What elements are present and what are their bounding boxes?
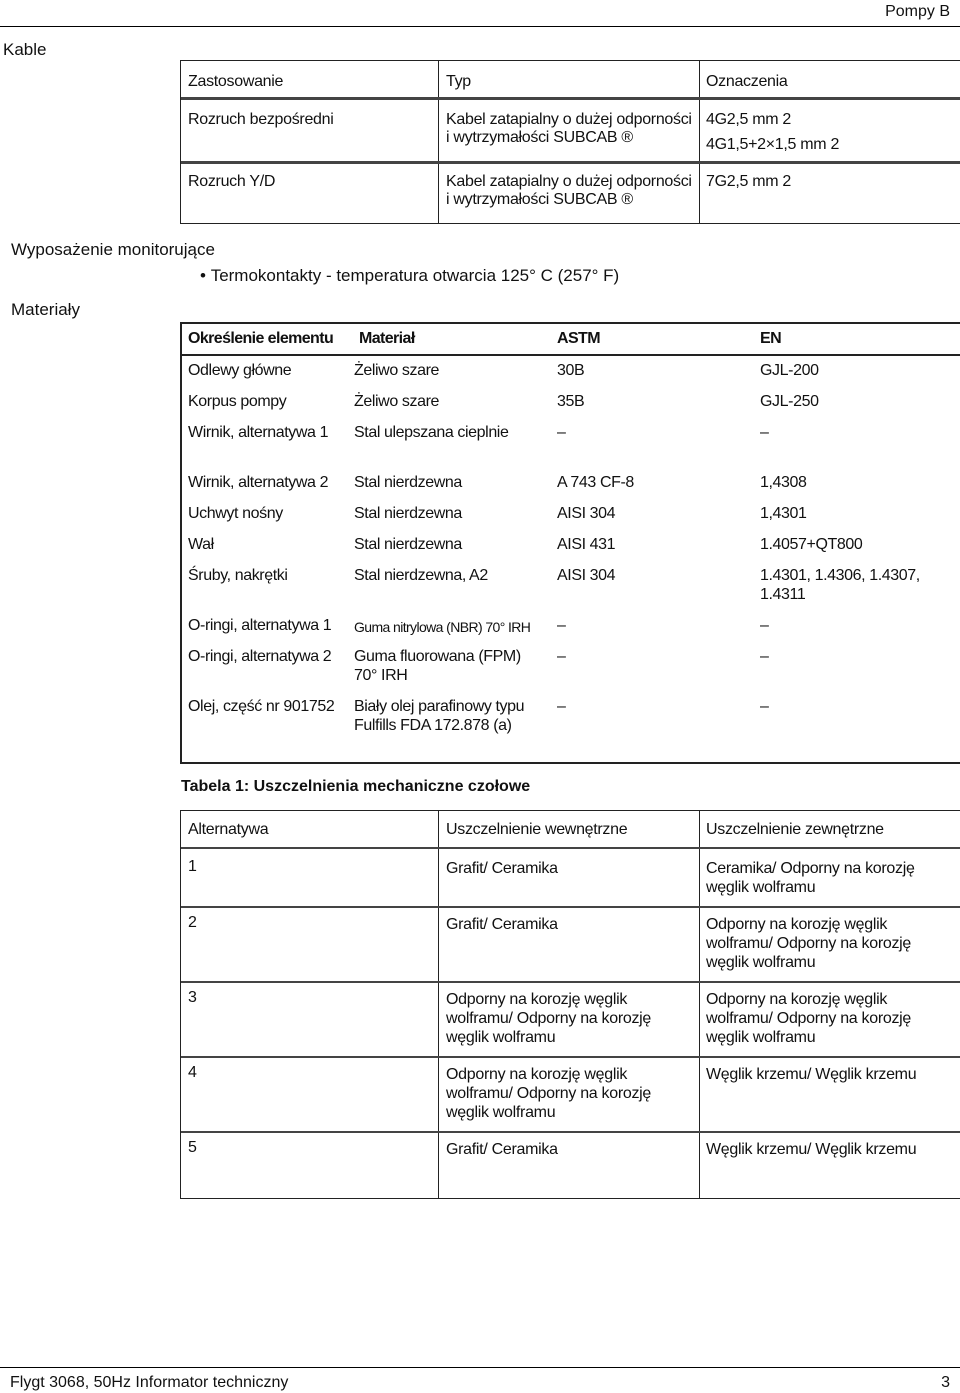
- section-title-monitoring: Wyposażenie monitorujące: [11, 240, 215, 259]
- table-cell: –: [760, 617, 769, 634]
- table-cell: A 743 CF-8: [557, 474, 634, 491]
- col-header: Oznaczenia: [706, 73, 788, 90]
- table-cell: Wał: [188, 536, 214, 553]
- table-cell: węglik wolframu: [706, 1029, 816, 1046]
- table-cell: Odlewy główne: [188, 362, 292, 379]
- table-cell: 30B: [557, 362, 585, 379]
- table-cell: –: [760, 698, 769, 715]
- section-title-materials: Materiały: [11, 300, 80, 319]
- table-cell: Guma fluorowana (FPM): [354, 648, 521, 665]
- table-cell: Węglik krzemu/ Węglik krzemu: [706, 1066, 917, 1083]
- header-divider: [182, 354, 960, 356]
- header-rule: [0, 26, 960, 27]
- table-cell: wolframu/ Odporny na korozję: [706, 935, 912, 952]
- col-header: EN: [760, 330, 782, 347]
- table-cell: Ceramika/ Odporny na korozję: [706, 860, 915, 877]
- row-divider: [181, 981, 960, 983]
- row-divider: [181, 161, 960, 164]
- materials-table: [180, 322, 960, 764]
- table-cell: Grafit/ Ceramika: [446, 916, 558, 933]
- col-divider: [699, 61, 700, 223]
- col-header: Typ: [446, 73, 471, 90]
- col-divider: [438, 811, 439, 1198]
- bullet-text: Termokontakty - temperatura otwarcia 125° C (257° F): [210, 266, 620, 285]
- table-cell: Stal nierdzewna: [354, 536, 462, 553]
- table-cell: 2: [188, 914, 197, 931]
- col-divider: [699, 811, 700, 1198]
- table-cell: GJL-250: [760, 393, 819, 410]
- table-cell: 4G1,5+2×1,5 mm 2: [706, 136, 840, 153]
- bullet-item: [200, 266, 619, 286]
- table-cell: 3: [188, 989, 197, 1006]
- table-cell: 5: [188, 1139, 197, 1156]
- table-cell: Olej, część nr 901752: [188, 698, 335, 715]
- table-cell: 35B: [557, 393, 585, 410]
- table-cell: i wytrzymałości SUBCAB ®: [446, 191, 633, 208]
- table-cell: Stal ulepszana cieplnie: [354, 424, 509, 441]
- table-cell: Węglik krzemu/ Węglik krzemu: [706, 1141, 917, 1158]
- table-cell: O-ringi, alternatywa 1: [188, 617, 332, 634]
- row-divider: [181, 906, 960, 908]
- table-cell: Rozruch Y/D: [188, 173, 276, 190]
- table-cell: Uchwyt nośny: [188, 505, 283, 522]
- cables-table: [180, 60, 960, 224]
- table-cell: AISI 431: [557, 536, 616, 553]
- row-divider: [181, 847, 960, 849]
- table-cell: Grafit/ Ceramika: [446, 1141, 558, 1158]
- table-cell: –: [760, 424, 769, 441]
- section-title-cables: Kable: [3, 40, 47, 59]
- table-cell: Wirnik, alternatywa 1: [188, 424, 329, 441]
- table-cell: O-ringi, alternatywa 2: [188, 648, 332, 665]
- bullet-icon: •: [200, 266, 211, 285]
- row-divider: [181, 1056, 960, 1058]
- table-cell: wolframu/ Odporny na korozję: [446, 1085, 652, 1102]
- table-cell: Kabel zatapialny o dużej odporności: [446, 111, 692, 128]
- table-cell: Grafit/ Ceramika: [446, 860, 558, 877]
- table-cell: Guma nitrylowa (NBR) 70° IRH: [354, 619, 531, 635]
- page-header-title: Pompy B: [885, 3, 950, 20]
- table-cell: Odporny na korozję węglik: [706, 991, 888, 1008]
- table-cell: Wirnik, alternatywa 2: [188, 474, 329, 491]
- footer-rule: [0, 1367, 960, 1368]
- table-cell: 1,4301: [760, 505, 807, 522]
- col-header: Uszczelnienie zewnętrzne: [706, 821, 884, 838]
- col-header: ASTM: [557, 330, 600, 347]
- table-cell: Odporny na korozję węglik: [446, 1066, 628, 1083]
- table-cell: 1.4057+QT800: [760, 536, 863, 553]
- table-cell: Odporny na korozję węglik: [446, 991, 628, 1008]
- row-divider: [181, 1131, 960, 1133]
- table-cell: 1: [188, 858, 197, 875]
- table-cell: 4: [188, 1064, 197, 1081]
- col-divider: [438, 61, 439, 223]
- table-cell: Odporny na korozję węglik: [706, 916, 888, 933]
- table-cell: 1.4311: [760, 586, 806, 603]
- table-cell: Żeliwo szare: [354, 393, 440, 410]
- table-cell: Kabel zatapialny o dużej odporności: [446, 173, 692, 190]
- table-cell: –: [557, 424, 566, 441]
- table-cell: wolframu/ Odporny na korozję: [706, 1010, 912, 1027]
- table-cell: Stal nierdzewna: [354, 505, 462, 522]
- table-cell: Stal nierdzewna: [354, 474, 462, 491]
- table-cell: 7G2,5 mm 2: [706, 173, 792, 190]
- col-header: Materiał: [359, 330, 415, 347]
- col-header: Uszczelnienie wewnętrzne: [446, 821, 628, 838]
- table-cell: –: [557, 698, 566, 715]
- table-cell: Fulfills FDA 172.878 (a): [354, 717, 512, 734]
- table-cell: AISI 304: [557, 567, 616, 584]
- table-cell: –: [557, 617, 566, 634]
- table-cell: wolframu/ Odporny na korozję: [446, 1010, 652, 1027]
- col-header: Zastosowanie: [188, 73, 284, 90]
- table-cell: 4G2,5 mm 2: [706, 111, 792, 128]
- footer-doc-title: Flygt 3068, 50Hz Informator techniczny: [10, 1374, 289, 1391]
- table-cell: węglik wolframu: [706, 879, 816, 896]
- table-cell: węglik wolframu: [446, 1104, 556, 1121]
- col-header: Określenie elementu: [188, 330, 334, 347]
- table-cell: Stal nierdzewna, A2: [354, 567, 488, 584]
- table-cell: węglik wolframu: [706, 954, 816, 971]
- table-cell: Korpus pompy: [188, 393, 287, 410]
- col-header: Alternatywa: [188, 821, 269, 838]
- page-number: 3: [941, 1374, 950, 1391]
- table-cell: –: [760, 648, 769, 665]
- table-cell: Biały olej parafinowy typu: [354, 698, 525, 715]
- table-cell: Śruby, nakrętki: [188, 567, 288, 584]
- row-divider: [181, 97, 960, 100]
- table-cell: –: [557, 648, 566, 665]
- table-cell: 1,4308: [760, 474, 807, 491]
- seals-table: [180, 810, 960, 1199]
- table-cell: Żeliwo szare: [354, 362, 440, 379]
- table-caption: Tabela 1: Uszczelnienia mechaniczne czołowe: [181, 778, 531, 795]
- table-cell: 1.4301, 1.4306, 1.4307,: [760, 567, 920, 584]
- table-cell: 70° IRH: [354, 667, 408, 684]
- table-cell: i wytrzymałości SUBCAB ®: [446, 129, 633, 146]
- table-cell: GJL-200: [760, 362, 819, 379]
- table-cell: Rozruch bezpośredni: [188, 111, 334, 128]
- table-cell: AISI 304: [557, 505, 616, 522]
- table-cell: węglik wolframu: [446, 1029, 556, 1046]
